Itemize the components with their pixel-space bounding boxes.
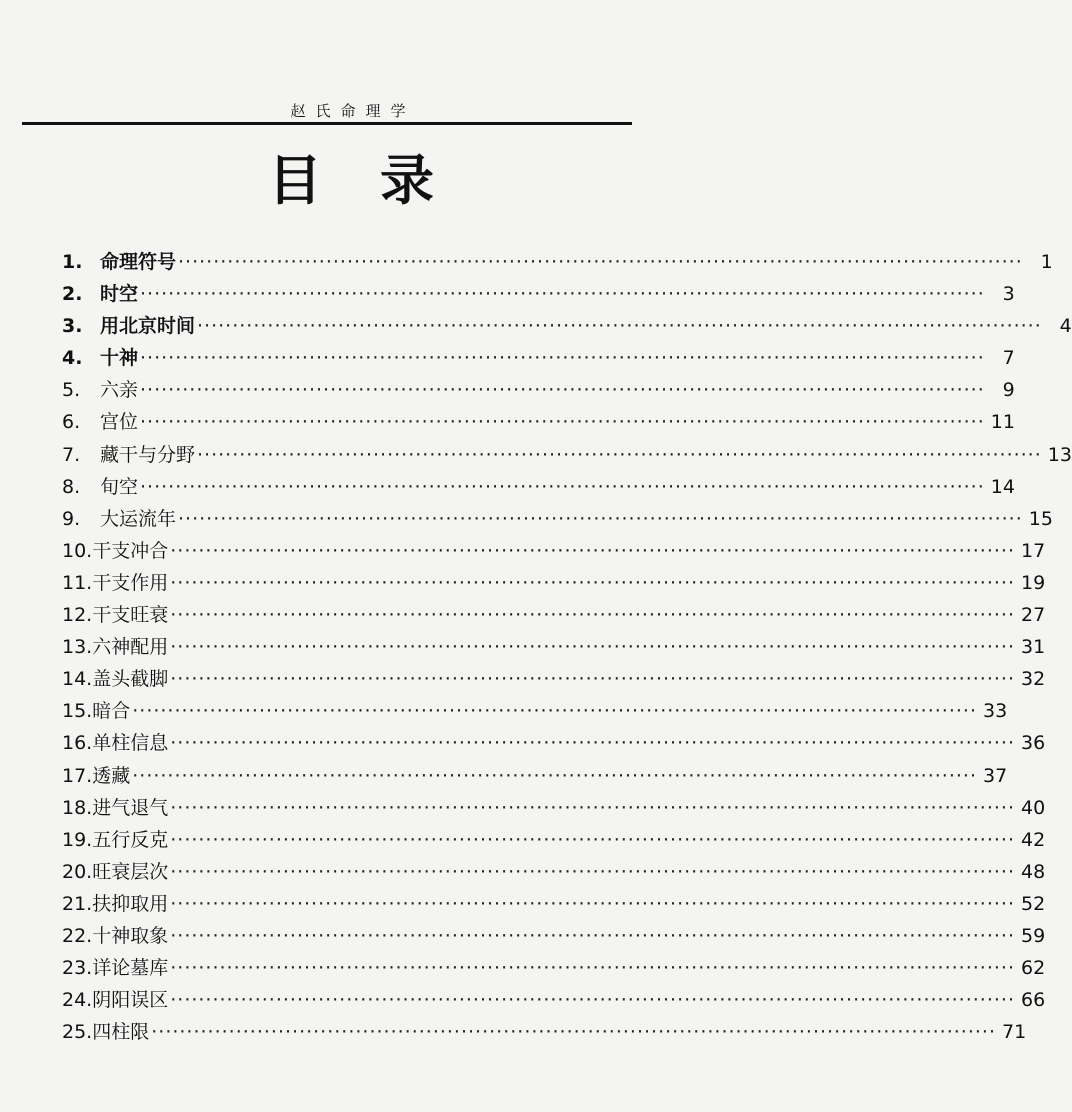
toc-entry[interactable] — [62, 246, 1053, 278]
toc-entry[interactable] — [62, 374, 1015, 406]
toc-entry-page-number: 1 — [1040, 251, 1053, 273]
toc-entry-page-number: 31 — [1020, 636, 1046, 659]
toc-entry-label: 六亲 — [100, 379, 139, 402]
toc-entry[interactable] — [62, 920, 1046, 952]
toc-entry-page-number: 40 — [1020, 796, 1046, 819]
toc-entry-number: 16. — [62, 732, 93, 755]
toc-entry-label: 旺衰层次 — [92, 860, 169, 883]
toc-entry-label: 十神取象 — [92, 924, 169, 947]
toc-entry-label: 旬空 — [100, 475, 139, 498]
toc-entry-page-number: 17 — [1020, 539, 1046, 562]
toc-entry-label: 透藏 — [92, 764, 131, 787]
toc-entry-page-number: 33 — [982, 700, 1008, 723]
toc-entry-label: 扶抑取用 — [92, 892, 169, 915]
toc-entry-number: 12. — [62, 604, 93, 627]
dot-leader: ························································································································ — [197, 443, 1042, 466]
toc-entry-page-number: 15 — [1028, 507, 1053, 530]
toc-entry[interactable] — [62, 888, 1046, 920]
toc-entry[interactable] — [62, 792, 1046, 824]
toc-entry[interactable] — [62, 952, 1046, 984]
toc-entry-page-number: 36 — [1020, 732, 1046, 755]
toc-entry-label: 四柱限 — [92, 1021, 150, 1044]
toc-entry-page-number: 27 — [1020, 604, 1046, 627]
toc-entry-page-number: 48 — [1020, 860, 1046, 883]
toc-entry-number: 17. — [62, 764, 93, 787]
toc-entry-page-number: 7 — [1002, 347, 1015, 370]
toc-entry-page-number: 52 — [1020, 892, 1046, 915]
toc-entry[interactable] — [62, 406, 1015, 438]
toc-entry[interactable] — [62, 984, 1046, 1016]
toc-entry-page-number: 11 — [990, 411, 1015, 434]
toc-entry-page-number: 71 — [1001, 1021, 1027, 1044]
toc-entry-page-number: 14 — [990, 475, 1015, 498]
table-of-contents — [62, 246, 1072, 1048]
dot-leader: ························································································································ — [132, 764, 977, 787]
toc-entry-label: 五行反克 — [92, 828, 169, 851]
toc-entry-number: 1. — [62, 251, 83, 273]
dot-leader: ························································································································ — [140, 347, 985, 370]
dot-leader: ························································································································ — [197, 315, 1042, 338]
header-rule — [22, 122, 632, 125]
toc-entry-label: 干支冲合 — [92, 539, 169, 562]
toc-entry-page-number: 37 — [982, 764, 1008, 787]
toc-entry-label: 干支旺衰 — [92, 604, 169, 627]
toc-entry-number: 5. — [62, 379, 81, 402]
toc-entry[interactable] — [62, 439, 1072, 471]
toc-entry[interactable] — [62, 695, 1008, 727]
toc-entry-page-number: 13 — [1047, 443, 1072, 466]
toc-entry-label: 单柱信息 — [92, 732, 169, 755]
dot-leader: ························································································································ — [170, 860, 1015, 883]
toc-entry-number: 19. — [62, 828, 93, 851]
dot-leader: ························································································································ — [170, 636, 1015, 659]
toc-entry[interactable] — [62, 310, 1072, 342]
toc-entry-number: 22. — [62, 924, 93, 947]
toc-entry[interactable] — [62, 503, 1053, 535]
dot-leader: ························································································································ — [140, 475, 985, 498]
dot-leader: ························································································································ — [178, 251, 1023, 273]
toc-entry[interactable] — [62, 567, 1046, 599]
toc-entry-label: 暗合 — [92, 700, 131, 723]
toc-entry[interactable] — [62, 599, 1046, 631]
toc-entry-number: 11. — [62, 571, 93, 594]
dot-leader: ························································································································ — [170, 732, 1015, 755]
toc-entry[interactable] — [62, 727, 1046, 759]
dot-leader: ························································································································ — [170, 828, 1015, 851]
toc-entry-label: 命理符号 — [100, 251, 177, 273]
toc-entry-number: 6. — [62, 411, 81, 434]
toc-entry[interactable] — [62, 760, 1008, 792]
dot-leader: ························································································································ — [132, 700, 977, 723]
toc-entry[interactable] — [62, 471, 1015, 503]
dot-leader: ························································································································ — [151, 1021, 996, 1044]
toc-entry-page-number: 59 — [1020, 924, 1046, 947]
toc-entry[interactable] — [62, 278, 1015, 310]
toc-entry-page-number: 42 — [1020, 828, 1046, 851]
toc-entry-page-number: 3 — [1002, 283, 1015, 306]
toc-entry[interactable] — [62, 535, 1046, 567]
dot-leader: ························································································································ — [178, 507, 1023, 530]
toc-entry[interactable] — [62, 824, 1046, 856]
toc-entry-page-number: 66 — [1020, 989, 1046, 1012]
toc-entry-number: 4. — [62, 347, 83, 370]
dot-leader: ························································································································ — [170, 668, 1015, 691]
page-title: 目录 — [268, 149, 492, 212]
toc-entry-number: 2. — [62, 283, 83, 306]
dot-leader: ························································································································ — [170, 796, 1015, 819]
toc-entry-number: 10. — [62, 539, 93, 562]
toc-entry-label: 六神配用 — [92, 636, 169, 659]
dot-leader: ························································································································ — [170, 571, 1015, 594]
toc-entry-page-number: 32 — [1020, 668, 1046, 691]
toc-entry-label: 大运流年 — [100, 507, 177, 530]
dot-leader: ························································································································ — [170, 924, 1015, 947]
toc-entry-label: 阴阳误区 — [92, 989, 169, 1012]
toc-entry[interactable] — [62, 856, 1046, 888]
toc-entry-number: 8. — [62, 475, 81, 498]
toc-entry-number: 15. — [62, 700, 93, 723]
toc-entry-label: 时空 — [100, 283, 139, 306]
toc-entry-label: 十神 — [100, 347, 139, 370]
toc-entry-number: 3. — [62, 315, 83, 338]
toc-entry-number: 18. — [62, 796, 93, 819]
toc-entry-label: 详论墓库 — [92, 957, 169, 980]
toc-entry-label: 用北京时间 — [100, 315, 196, 338]
toc-entry-number: 13. — [62, 636, 93, 659]
toc-entry[interactable] — [62, 631, 1046, 663]
toc-entry-page-number: 19 — [1020, 571, 1046, 594]
toc-entry-number: 20. — [62, 860, 93, 883]
toc-entry-page-number: 4 — [1059, 315, 1072, 338]
toc-entry[interactable] — [62, 663, 1046, 695]
toc-entry[interactable] — [62, 342, 1015, 374]
toc-entry-number: 7. — [62, 443, 81, 466]
dot-leader: ························································································································ — [170, 892, 1015, 915]
toc-entry-page-number: 62 — [1020, 957, 1046, 980]
toc-entry-label: 宫位 — [100, 411, 139, 434]
dot-leader: ························································································································ — [140, 411, 985, 434]
dot-leader: ························································································································ — [140, 379, 985, 402]
dot-leader: ························································································································ — [170, 989, 1015, 1012]
toc-entry-number: 14. — [62, 668, 93, 691]
toc-entry-label: 藏干与分野 — [100, 443, 196, 466]
dot-leader: ························································································································ — [170, 604, 1015, 627]
toc-entry-number: 23. — [62, 957, 93, 980]
toc-entry[interactable] — [62, 1016, 1027, 1048]
running-head: 赵氏命理学 — [290, 102, 416, 120]
toc-entry-label: 干支作用 — [92, 571, 169, 594]
toc-entry-number: 21. — [62, 892, 93, 915]
toc-entry-number: 25. — [62, 1021, 93, 1044]
toc-entry-label: 盖头截脚 — [92, 668, 169, 691]
toc-entry-number: 24. — [62, 989, 93, 1012]
dot-leader: ························································································································ — [170, 539, 1015, 562]
dot-leader: ························································································································ — [140, 283, 985, 306]
dot-leader: ························································································································ — [170, 957, 1015, 980]
toc-entry-number: 9. — [62, 507, 81, 530]
toc-entry-page-number: 9 — [1002, 379, 1015, 402]
toc-entry-label: 进气退气 — [92, 796, 169, 819]
